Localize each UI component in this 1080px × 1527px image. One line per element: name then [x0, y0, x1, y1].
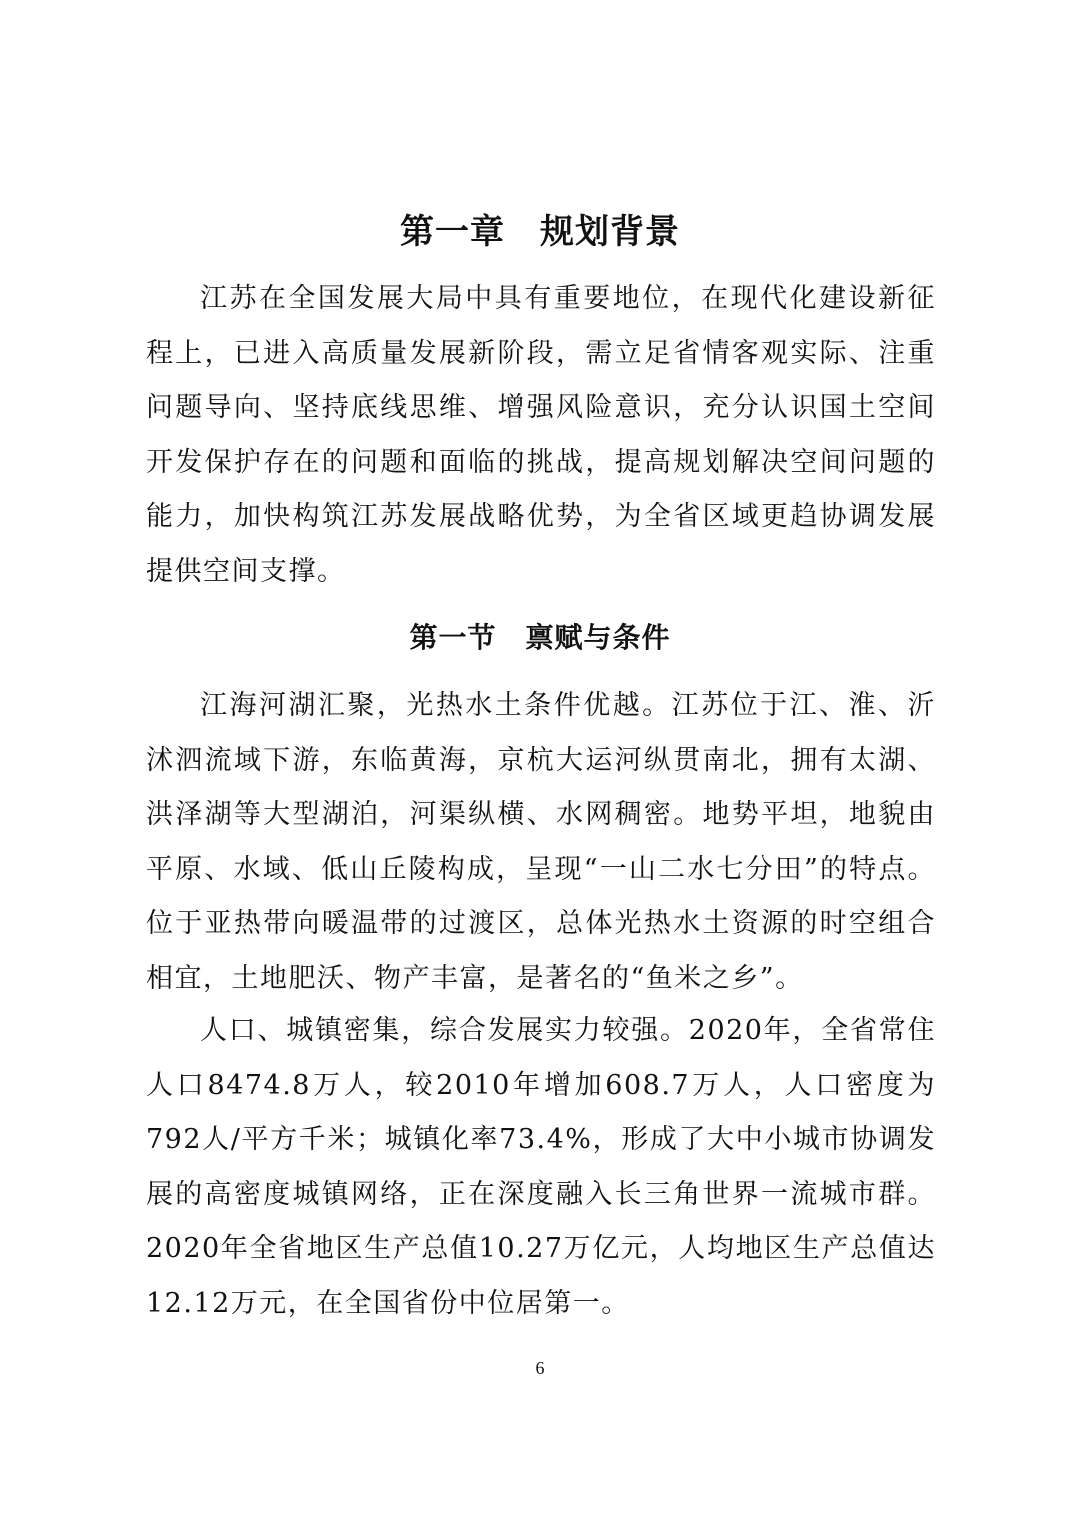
- paragraph-population-development: 人口、城镇密集，综合发展实力较强。2020年，全省常住人口8474.8万人，较2010年增加608.7万人，人口密度为792人/平方千米；城镇化率73.4%，形成了大中小城市协调发展的高密度城镇网络，正在深度融入长三角世界一流城市群。2020年全省地区生产总值10.27万亿元，人均地区生产总值达12.12万元，在全国省份中位居第一。: [146, 1015, 936, 1319]
- paragraph-natural-conditions: 江海河湖汇聚，光热水土条件优越。江苏位于江、淮、沂沭泗流域下游，东临黄海，京杭大运河纵贯南北，拥有太湖、洪泽湖等大型湖泊，河渠纵横、水网稠密。地势平坦，地貌由平原、水域、低山丘陵构成，呈现“一山二水七分田”的特点。位于亚热带向暖温带的过渡区，总体光热水土资源的时空组合相宜，土地肥沃、物产丰富，是著名的“鱼米之乡”。: [146, 690, 936, 994]
- page-number: 6: [535, 1358, 545, 1378]
- section-title: 第一节 禀赋与条件: [409, 621, 671, 654]
- chapter-title: 第一章 规划背景: [400, 212, 680, 252]
- paragraph-planning-background: 江苏在全国发展大局中具有重要地位，在现代化建设新征程上，已进入高质量发展新阶段，需立足省情客观实际、注重问题导向、坚持底线思维、增强风险意识，充分认识国土空间开发保护存在的问题和面临的挑战，提高规划解决空间问题的能力，加快构筑江苏发展战略优势，为全省区域更趋协调发展提供空间支撑。: [146, 283, 936, 587]
